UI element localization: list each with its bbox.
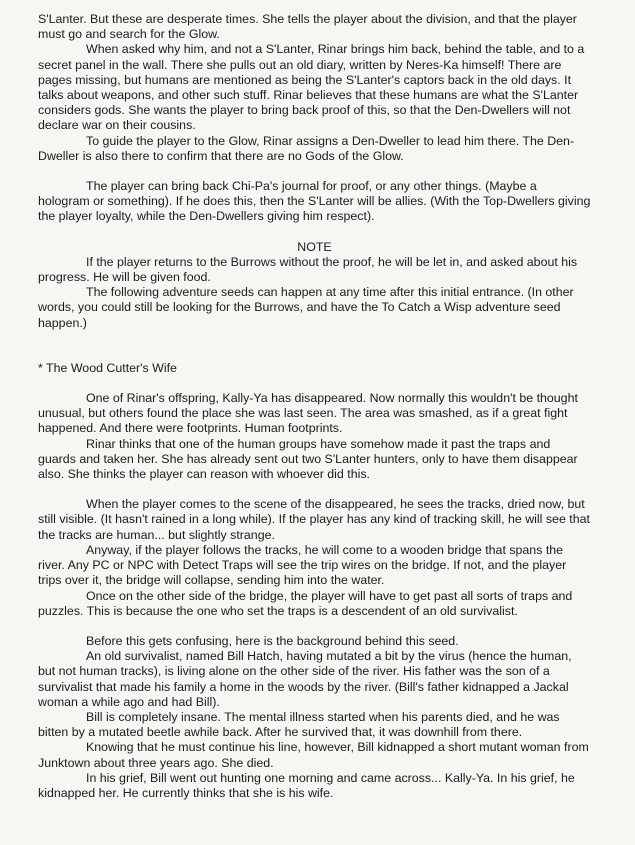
paragraph-12: Before this gets confusing, here is the background behind this seed. (86, 633, 459, 648)
spacer (38, 164, 591, 179)
paragraph-7: One of Rinar's offspring, Kally-Ya has disappeared. Now normally this wouldn't be thought unusual, but others found the place she was last seen. The area was smashed, as if a great fight happened. And there were footprints. Human footprints. (38, 391, 578, 436)
spacer (38, 619, 591, 634)
paragraph-8: Rinar thinks that one of the human groups have somehow made it past the traps and guards and taken her. She has already sent out two S'Lanter hunters, only to have them disappear also. She thinks the player can reason with whoever did this. (38, 436, 578, 482)
paragraph-11: Once on the other side of the bridge, the player will have to get past all sorts of traps and puzzles. This is because the one who set the traps is a descendent of an old survivalist. (38, 588, 573, 618)
paragraph-9: When the player comes to the scene of the disappeared, he sees the tracks, dried now, but still visible. (It hasn't rained in a long while). If the player has any kind of tracking skill, he will see that the tracks are human... but slightly strange. (38, 497, 590, 542)
spacer (38, 376, 591, 391)
section-heading: * The Wood Cutter's Wife (38, 360, 177, 375)
paragraph-13: An old survivalist, named Bill Hatch, having mutated a bit by the virus (hence the human, but not human tracks), is living alone on the other side of the river. His father was the son of a survivalist that made his family a home in the woods by the river. (Bill's father kidnapped a Jackal woman a while ago and had Bill). (38, 649, 572, 709)
note-heading: NOTE (297, 239, 332, 254)
paragraph-3: To guide the player to the Glow, Rinar assigns a Den-Dweller to lead him there. The Den-Dweller is also there to confirm that there are no Gods of the Glow. (38, 133, 575, 163)
spacer (38, 331, 591, 361)
spacer (38, 225, 591, 240)
paragraph-15: Knowing that he must continue his line, however, Bill kidnapped a short mutant woman from Junktown about three years ago. She died. (38, 740, 589, 770)
paragraph-14: Bill is completely insane. The mental illness started when his parents died, and he was bitten by a mutated beetle awhile back. After he survived that, it was downhill from there. (38, 709, 560, 740)
paragraph-2: When asked why him, and not a S'Lanter, Rinar brings him back, behind the table, and to a secret panel in the wall. There she pulls out an old diary, written by Neres-Ka himself! There are pages missing, but humans are mentioned as being the S'Lanter's captors back in the old days. It talks about weapons, and other such stuff. Rinar believes that these humans are what the S'Lanter considers gods. She wants the player to bring back proof of this, so that the Den-Dwellers will not declare war on their cousins. (38, 42, 585, 133)
paragraph-5: If the player returns to the Burrows without the proof, he will be let in, and asked about his progress. He will be given food. (38, 254, 578, 285)
paragraph-1: S'Lanter. But these are desperate times. She tells the player about the division, and that the player must go and search for the Glow. (38, 12, 577, 42)
paragraph-10: Anyway, if the player follows the tracks, he will come to a wooden bridge that spans the river. Any PC or NPC with Detect Traps will see the trip wires on the bridge. If not, and the player trips over it, the bridge will collapse, sending him into the water. (38, 542, 567, 588)
paragraph-16: In his grief, Bill went out hunting one morning and came across... Kally-Ya. In his grief, he kidnapped her. He currently thinks that she is his wife. (38, 770, 575, 800)
paragraph-4: The player can bring back Chi-Pa's journal for proof, or any other things. (Maybe a hologram or something). If he does this, then the S'Lanter will be allies. (With the Top-Dwellers giving the player loyalty, while the Den-Dwellers giving him respect). (38, 179, 591, 224)
paragraph-6: The following adventure seeds can happen at any time after this initial entrance. (In other words, you could still be looking for the Burrows, and have the To Catch a Wisp adventure seed happen.) (38, 285, 574, 330)
spacer (38, 482, 591, 497)
